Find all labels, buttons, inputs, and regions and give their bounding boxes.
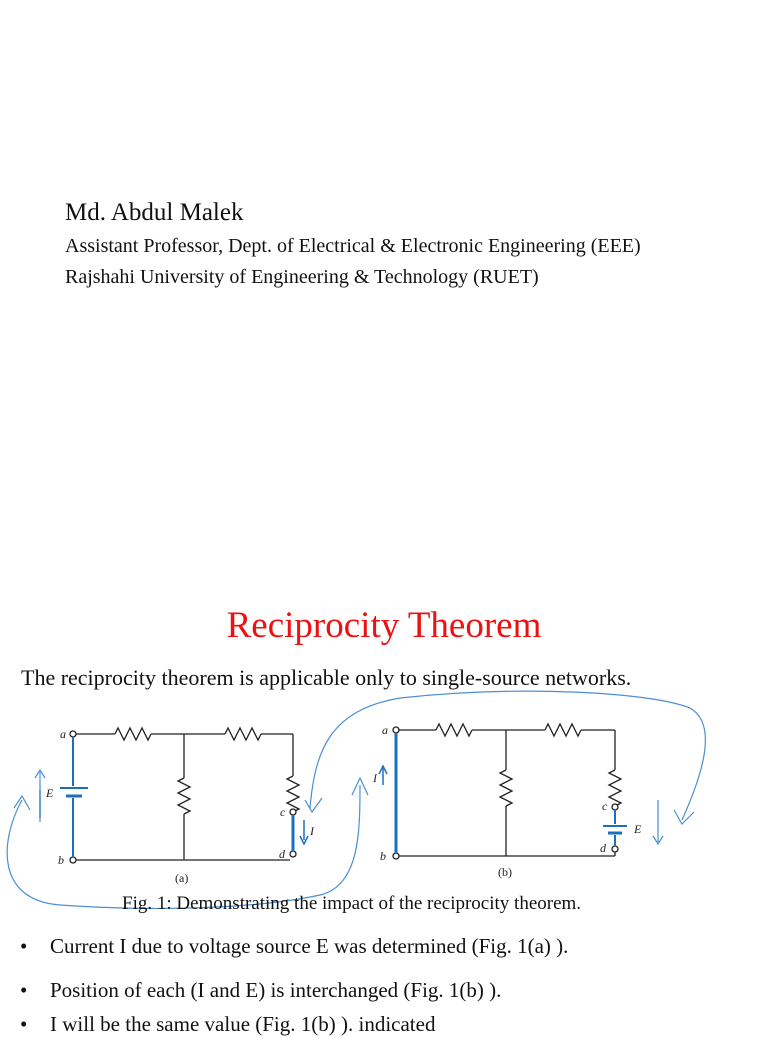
arrowhead-far-left <box>14 796 30 810</box>
label-a-caption: (a) <box>175 871 189 885</box>
intro-text: The reciprocity theorem is applicable only to single-source networks. <box>21 665 632 690</box>
source-a <box>40 737 308 857</box>
circuit-a <box>70 728 299 863</box>
label-b-node-d: d <box>600 841 606 855</box>
label-b-source: E <box>634 822 642 836</box>
bullet-item-2 <box>20 978 501 1003</box>
bullet-marker: • <box>20 1012 28 1036</box>
circuit-figure <box>0 690 768 920</box>
label-a-node-a: a <box>60 727 66 741</box>
figure-caption: Fig. 1: Demonstrating the impact of the reciprocity theorem. <box>122 893 582 914</box>
label-b-node-b: b <box>380 849 386 863</box>
author-title: Assistant Professor, Dept. of Electrical & Electronic Engineering (EEE) <box>65 235 641 257</box>
bullet-text-1: Current I due to voltage source E was determined (Fig. 1(a) ). <box>50 934 569 958</box>
bullet-item-1 <box>20 934 568 959</box>
label-a-node-c: c <box>280 805 286 819</box>
label-b-node-c: c <box>602 799 608 813</box>
source-b <box>379 733 627 853</box>
bullet-marker: • <box>20 978 28 1002</box>
label-a-source: E <box>46 786 54 800</box>
annotation-arrows <box>7 691 705 908</box>
label-a-current: I <box>310 824 314 838</box>
label-b-caption: (b) <box>498 865 512 879</box>
author-university: Rajshahi University of Engineering & Technology (RUET) <box>65 266 539 288</box>
bullet-item-3 <box>20 1012 435 1037</box>
arrowhead-left-c <box>305 798 322 812</box>
bullet-marker: • <box>20 934 28 958</box>
slide-title: Reciprocity Theorem <box>226 605 542 646</box>
circuit-b <box>393 724 621 859</box>
arrowhead-right <box>674 810 694 824</box>
author-name: Md. Abdul Malek <box>65 199 244 226</box>
bullet-text-3: I will be the same value (Fig. 1(b) ). indicated <box>50 1012 436 1036</box>
bullet-text-2: Position of each (I and E) is interchanged (Fig. 1(b) ). <box>50 978 502 1002</box>
label-b-node-a: a <box>382 723 388 737</box>
label-a-node-d: d <box>279 847 285 861</box>
label-b-current: I <box>373 771 377 785</box>
label-a-node-b: b <box>58 853 64 867</box>
